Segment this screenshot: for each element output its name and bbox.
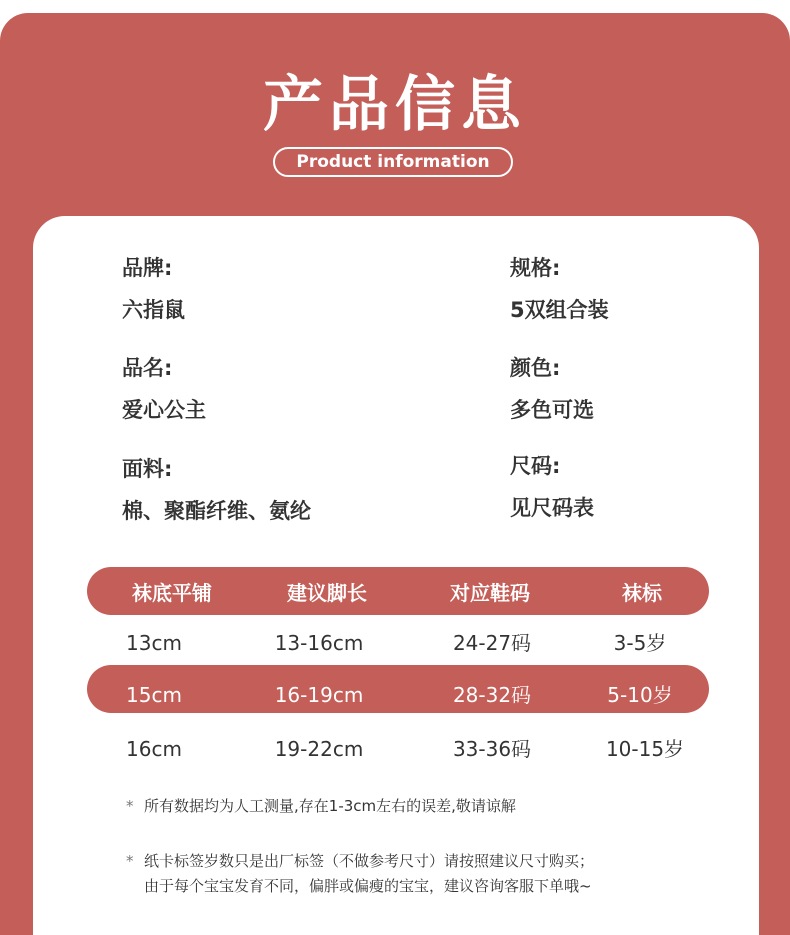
star-marker-icon: * bbox=[126, 852, 134, 870]
table-cell: 13cm bbox=[126, 631, 182, 655]
note-label-age-line2: 由于每个宝宝发育不同，偏胖或偏瘦的宝宝，建议咨询客服下单哦~ bbox=[144, 877, 592, 895]
field-spec bbox=[510, 254, 609, 324]
field-color-value: 多色可选 bbox=[510, 398, 594, 422]
note-measurement-text: 所有数据均为人工测量,存在1-3cm左右的误差,敬请谅解 bbox=[144, 797, 516, 815]
table-header-cell: 袜底平铺 bbox=[132, 581, 212, 605]
note-label-age-line1: 纸卡标签岁数只是出厂标签（不做参考尺寸）请按照建议尺寸购买； bbox=[144, 852, 595, 870]
table-cell: 10-15岁 bbox=[605, 737, 685, 761]
field-fabric-value: 棉、聚酯纤维、氨纶 bbox=[122, 499, 311, 523]
note-label-age bbox=[126, 848, 594, 874]
note-measurement bbox=[126, 793, 516, 819]
field-name-label: 品名: bbox=[122, 356, 173, 380]
field-color bbox=[510, 354, 594, 424]
table-cell: 33-36码 bbox=[452, 737, 532, 761]
table-cell: 16cm bbox=[126, 737, 182, 761]
field-spec-label: 规格: bbox=[510, 256, 561, 280]
table-cell: 24-27码 bbox=[452, 631, 532, 655]
table-cell: 16-19cm bbox=[274, 683, 364, 707]
field-fabric bbox=[122, 455, 311, 525]
field-brand-value: 六指鼠 bbox=[122, 298, 185, 322]
page-subtitle: Product information bbox=[273, 147, 513, 177]
page-title: 产品信息 bbox=[263, 70, 527, 140]
field-brand bbox=[122, 254, 185, 324]
table-cell: 28-32码 bbox=[452, 683, 532, 707]
star-marker-icon: * bbox=[126, 797, 134, 815]
table-header-cell: 袜标 bbox=[622, 581, 662, 605]
table-header-cell: 建议脚长 bbox=[287, 581, 367, 605]
table-cell: 5-10岁 bbox=[607, 683, 673, 707]
field-name-value: 爱心公主 bbox=[122, 398, 206, 422]
table-cell: 15cm bbox=[126, 683, 182, 707]
note-label-age-cont bbox=[144, 873, 592, 899]
table-cell: 19-22cm bbox=[274, 737, 364, 761]
field-size bbox=[510, 452, 594, 522]
field-size-label: 尺码: bbox=[510, 454, 561, 478]
table-header-cell: 对应鞋码 bbox=[450, 581, 530, 605]
field-fabric-label: 面料: bbox=[122, 457, 173, 481]
field-size-value: 见尺码表 bbox=[510, 496, 594, 520]
field-brand-label: 品牌: bbox=[122, 256, 173, 280]
field-name bbox=[122, 354, 206, 424]
field-color-label: 颜色: bbox=[510, 356, 561, 380]
table-cell: 13-16cm bbox=[274, 631, 364, 655]
field-spec-value: 5双组合装 bbox=[510, 298, 609, 322]
table-cell: 3-5岁 bbox=[613, 631, 667, 655]
